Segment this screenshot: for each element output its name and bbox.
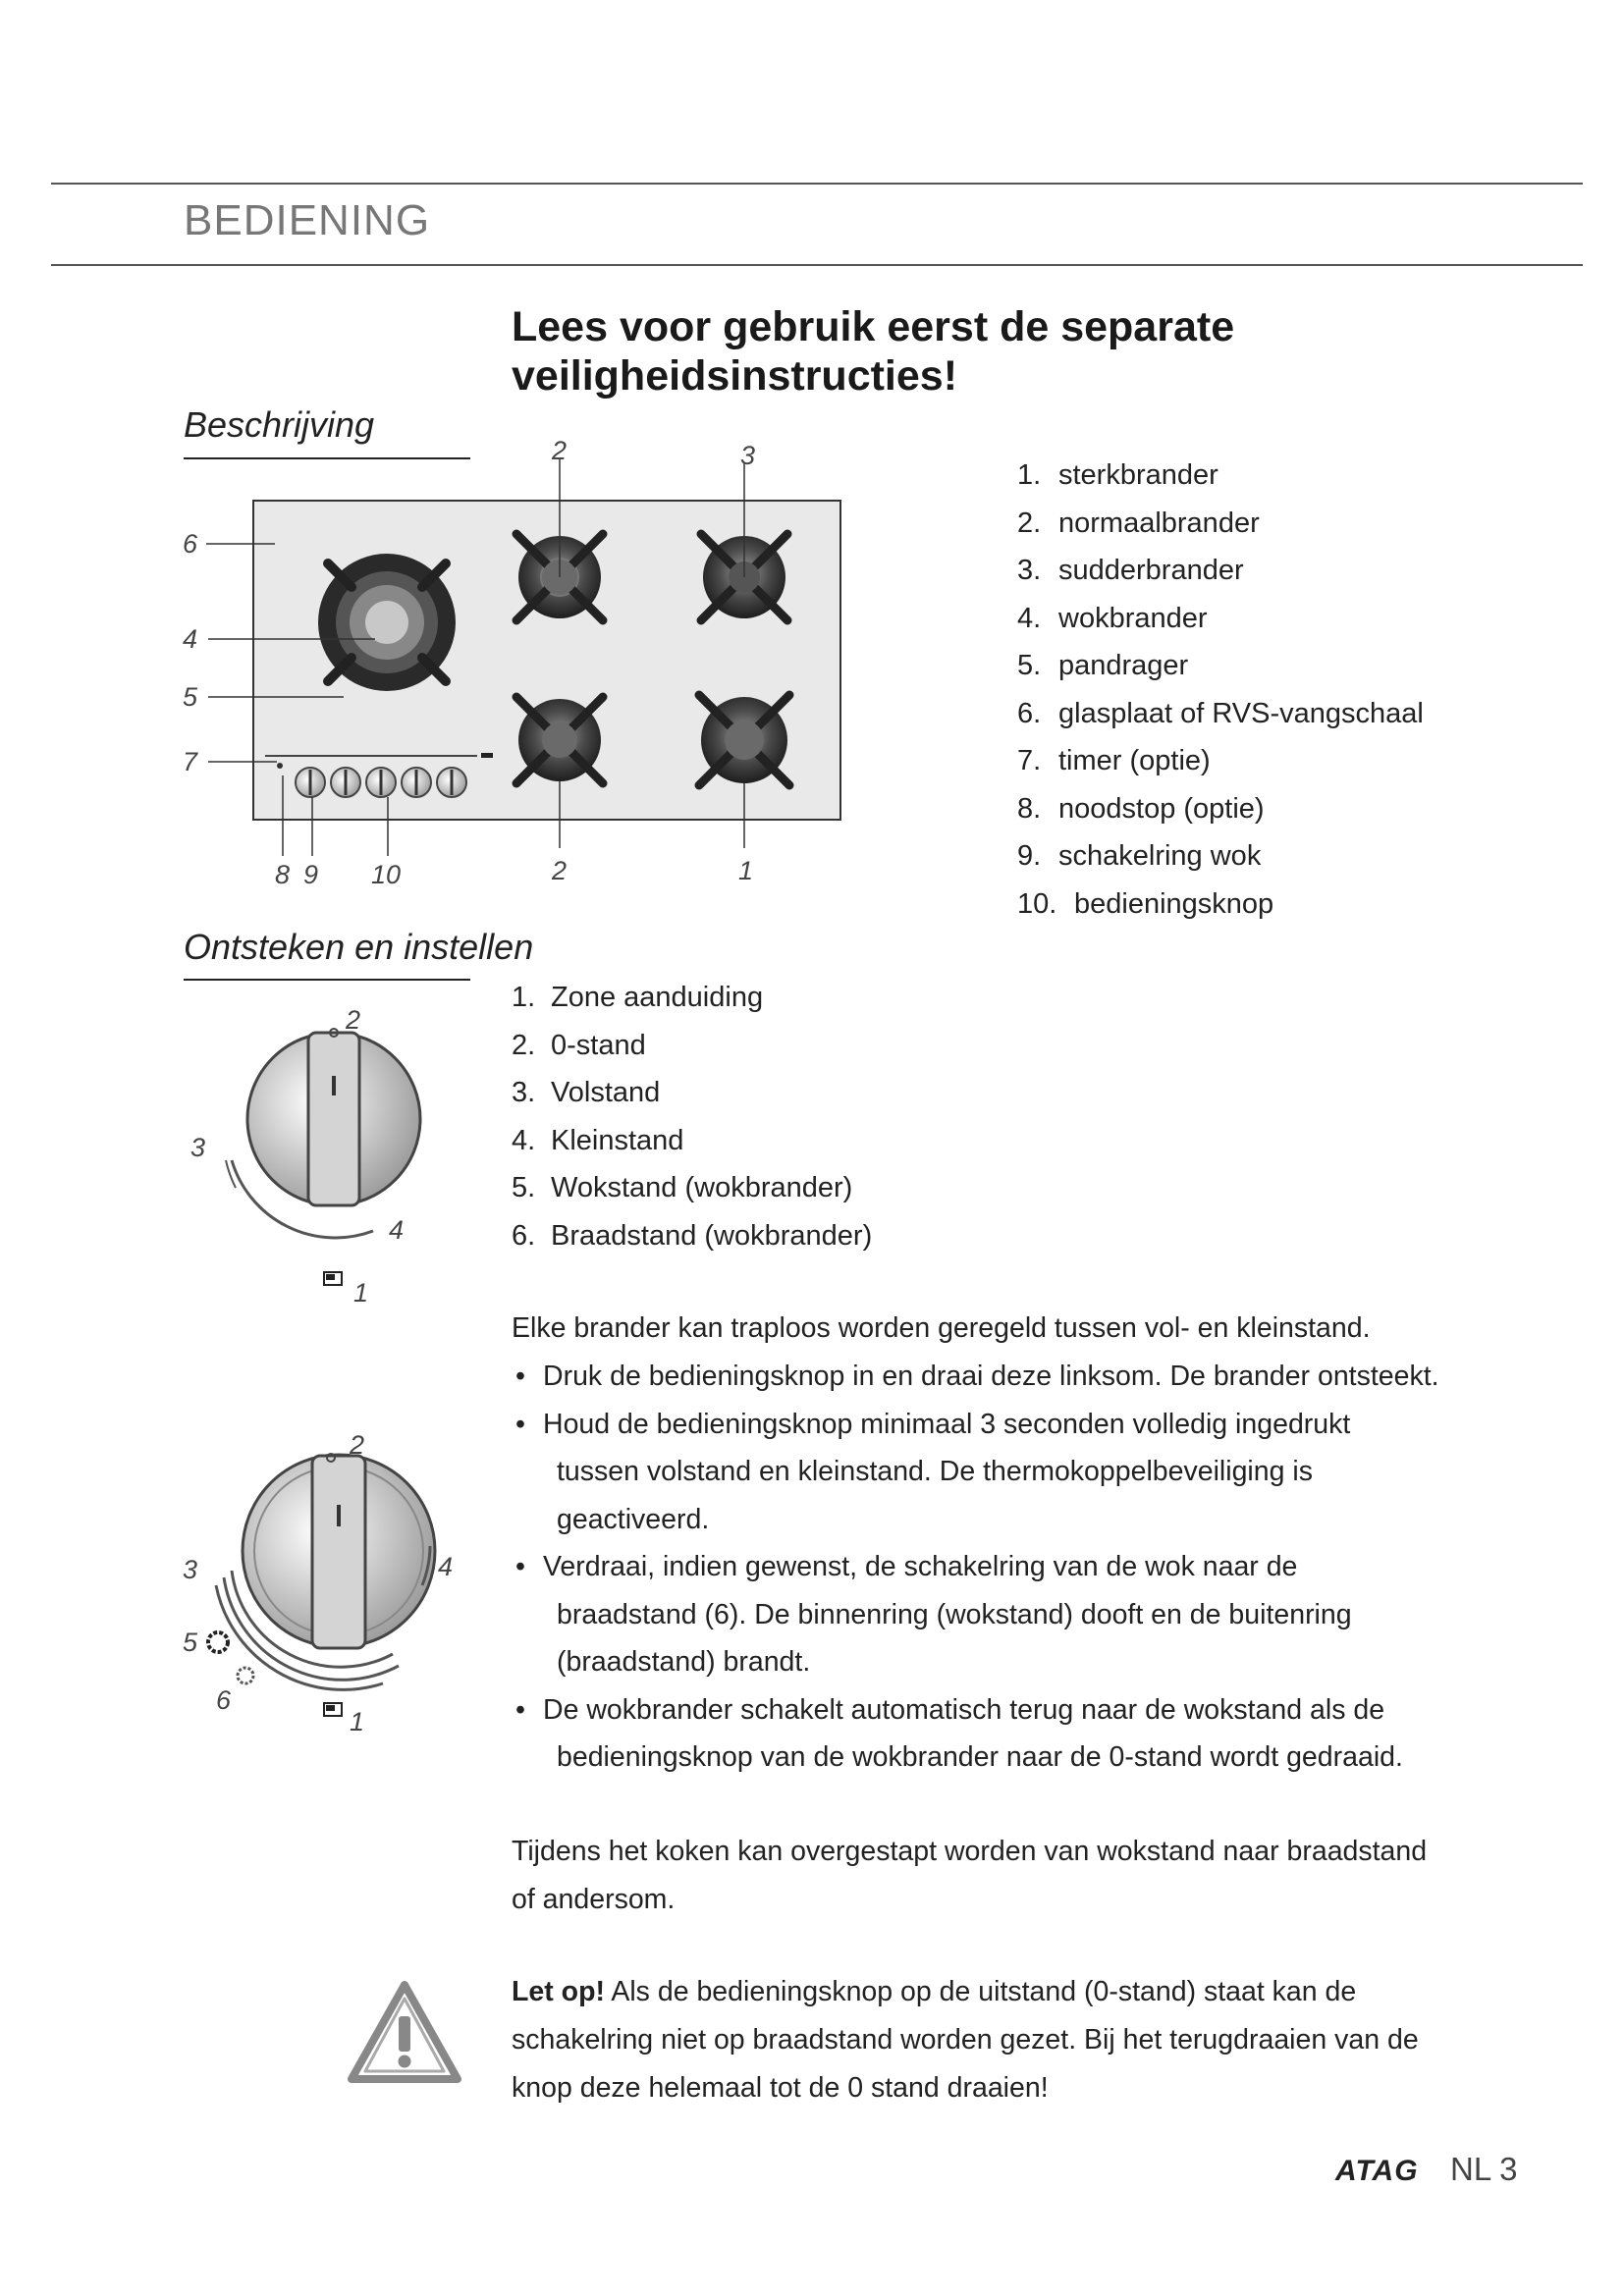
knob-positions-list [512,974,872,1259]
intro-paragraph: Elke brander kan traploos worden geregeld tussen vol- en kleinstand. [512,1312,1371,1344]
knob-grip [312,1456,365,1648]
list-item-label: 0-stand [551,1029,646,1061]
list-item [1017,737,1424,785]
hob-diagram [167,432,854,903]
wok-flame-icon [208,1632,228,1652]
list-item-number: 5. [1017,650,1042,681]
bullet-line: braadstand (6). De binnenring (wokstand) dooft en de buitenring [557,1598,1352,1630]
list-item-label: Volstand [551,1077,661,1108]
list-item-number: 10. [1017,887,1057,920]
list-item [1017,881,1424,929]
burner-bottom-left [516,697,603,783]
switch-line1: Tijdens het koken kan overgestapt worden van wokstand naar braadstand [512,1836,1428,1867]
bullet-item [512,1401,1439,1544]
caution-note [512,1968,1493,2112]
diagram-label-9: 9 [303,860,319,889]
list-item-label: normaalbrander [1058,507,1260,539]
beschrijving-heading: Beschrijving [184,404,375,445]
bullet-line: De wokbrander schakelt automatisch terug naar de wokstand als de [543,1693,1385,1726]
note-label: Let op! [512,1976,605,2007]
diagram-label-6: 6 [183,529,198,559]
knob-grip [308,1033,359,1205]
list-item-label: bedieningsknop [1074,887,1274,920]
knob2-label-1: 1 [350,1707,365,1736]
bullet-line: (braadstand) brandt. [557,1646,811,1678]
list-item-label: sudderbrander [1058,555,1244,586]
list-item-number: 6. [1017,697,1042,729]
bullet-line: Houd de bedieningsknop minimaal 3 seconden volledig ingedrukt [543,1408,1351,1440]
list-item-number: 1. [512,982,536,1013]
diagram-label-top-2: 2 [552,436,568,465]
list-item-label: glasplaat of RVS-vangschaal [1058,697,1424,729]
knob1-label-4: 4 [389,1215,405,1245]
diagram-label-7: 7 [183,747,198,776]
knob2-label-4: 4 [438,1552,454,1581]
list-item [512,1117,872,1165]
list-item [1017,547,1424,595]
bullet-dot: • [515,1408,525,1440]
warning-heading-line2: veiligheidsinstructies! [512,352,958,400]
parts-list [1017,452,1424,928]
warning-heading-line1: Lees voor gebruik eerst de separate [512,303,1235,350]
list-item [1017,785,1424,833]
bullet-line: tussen volstand en kleinstand. De thermokoppelbeveiliging is [557,1456,1313,1487]
bullet-line: bedieningsknop van de wokbrander naar de 0-stand wordt gedraaid. [557,1741,1403,1773]
diagram-label-8: 8 [275,860,291,889]
switch-paragraph [512,1828,1427,1923]
atag-logo: ATAG [1335,2155,1419,2187]
knob2-label-6: 6 [216,1685,232,1715]
knob-diagram-basic [177,991,432,1315]
bullet-item [512,1353,1439,1401]
diagram-label-bottom-2: 2 [552,856,568,885]
emergency-stop [277,763,283,769]
bullet-item [512,1543,1439,1686]
list-item-number: 8. [1017,792,1042,825]
list-item-label: Braadstand (wokbrander) [551,1219,873,1252]
instruction-bullets [512,1353,1439,1782]
knob1-label-1: 1 [353,1278,369,1308]
page-number: NL 3 [1450,2151,1518,2187]
knob2-label-2: 2 [350,1430,365,1460]
list-item [512,1164,872,1212]
bullet-line: geactiveerd. [557,1503,710,1535]
header-bottom-rule [51,264,1583,266]
note-line1 [512,1968,1493,2016]
list-item-number: 4. [512,1124,536,1156]
burner-bottom-right [699,695,789,785]
note-text: Als de bedieningsknop op de uitstand (0-stand) staat kan de [604,1976,1357,2007]
warning-triangle-icon [346,1979,463,2085]
list-item [512,1022,872,1070]
list-item-number: 1. [1017,459,1042,491]
list-item-number: 7. [1017,745,1042,776]
list-item [1017,500,1424,548]
list-item [1017,690,1424,738]
list-item [1017,452,1424,500]
bullet-item [512,1686,1439,1782]
note-line3: knop deze helemaal tot de 0 stand draaien! [512,2072,1049,2104]
diagram-label-4: 4 [183,624,198,654]
list-item [512,974,872,1022]
bullet-dot: • [515,1693,525,1726]
bullet-dot: • [515,1361,525,1392]
list-item-number: 3. [512,1077,536,1108]
list-item-number: 9. [1017,840,1042,872]
diagram-label-top-3: 3 [740,441,756,470]
list-item-label: Zone aanduiding [551,982,764,1013]
knob2-label-3: 3 [183,1555,198,1584]
wok-burner [318,554,456,691]
list-item-number: 5. [512,1172,536,1203]
ontsteken-underline [184,979,470,981]
diagram-label-5: 5 [183,682,198,712]
list-item [512,1069,872,1117]
braad-flame-icon [238,1668,253,1683]
list-item-label: Kleinstand [551,1124,684,1156]
list-item-label: timer (optie) [1058,745,1211,776]
diagram-label-bottom-1: 1 [738,856,754,885]
bullet-dot: • [515,1551,525,1582]
note-line2: schakelring niet op braadstand worden gezet. Bij het terugdraaien van de [512,2024,1419,2056]
knob-diagram-wok [167,1418,461,1742]
list-item-label: wokbrander [1058,602,1208,634]
list-item-label: noodstop (optie) [1058,792,1265,825]
list-item [512,1212,872,1260]
knob2-label-5: 5 [183,1628,198,1657]
list-item-label: sterkbrander [1058,459,1218,491]
list-item-number: 2. [512,1029,536,1061]
list-item-number: 3. [1017,555,1042,586]
switch-line2: of andersom. [512,1883,676,1915]
knob1-label-3: 3 [190,1133,206,1162]
list-item-label: pandrager [1058,650,1189,681]
list-item-number: 2. [1017,507,1042,539]
bullet-line: Druk de bedieningsknop in en draai deze linksom. De brander ontsteekt. [543,1361,1439,1392]
bullet-line: Verdraai, indien gewenst, de schakelring van de wok naar de [543,1551,1298,1582]
list-item-label: schakelring wok [1058,840,1262,872]
list-item-label: Wokstand (wokbrander) [551,1172,853,1203]
list-item-number: 6. [512,1219,536,1252]
list-item-number: 4. [1017,602,1042,634]
ontsteken-heading: Ontsteken en instellen [184,927,534,967]
section-title: BEDIENING [184,196,431,244]
diagram-label-10: 10 [371,860,402,889]
list-item [1017,595,1424,643]
control-knobs [296,768,466,797]
top-rule [51,183,1583,185]
safety-warning-heading [512,302,1395,400]
knob1-label-2: 2 [346,1005,361,1035]
list-item [1017,642,1424,690]
list-item [1017,832,1424,881]
